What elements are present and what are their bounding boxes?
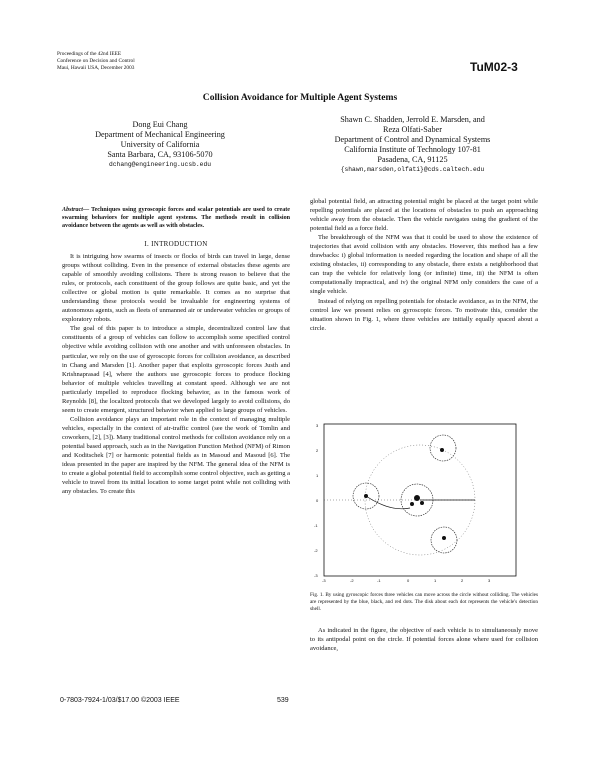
author-email[interactable]: {shawn,marsden,olfati}@cds.caltech.edu [340, 166, 485, 173]
svg-text:3: 3 [316, 423, 319, 428]
section-heading: I. INTRODUCTION [144, 240, 208, 248]
svg-text:0: 0 [316, 498, 319, 503]
right-column-bottom [310, 626, 538, 653]
page-number: 539 [277, 697, 289, 704]
svg-text:1: 1 [316, 473, 319, 478]
right-column-top [310, 197, 538, 333]
author-names-2: Reza Olfati-Saber [383, 125, 442, 134]
author-department: Department of Mechanical Engineering [95, 130, 225, 139]
author-block-left [80, 120, 240, 170]
svg-text:-1: -1 [314, 523, 318, 528]
author-email[interactable]: dchang@engineering.ucsb.edu [108, 161, 212, 168]
paragraph: The goal of this paper is to introduce a simple, decentralized control law that constituents of a group of vehicles can follow to accomplish some specified control objective while avoiding collision with one another and with unforeseen obstacles. In particular, we rely on the use of gyroscopic forces for collision avoidance, as described in Chang and Marsden [1]. Another paper that exploits gyroscopic forces Justh and Krishnaprasad [4], where the authors use gyroscopic forces to produce flocking behavior of multiple vehicles travelling at constant speed. Although we are not particularly impelled to reproduce flocking behavior, as in the famous work of Reynolds [8], the localized protocols that we developed largely to avoid collisions, do seem to create emergent, structured behavior when applied to large groups of vehicles. [62, 325, 290, 414]
footer-isbn: 0-7803-7924-1/03/$17.00 ©2003 IEEE [60, 697, 180, 704]
trajectory-plot [310, 420, 525, 588]
svg-text:-3: -3 [314, 573, 318, 578]
author-names: Shawn C. Shadden, Jerrold E. Marsden, and [340, 115, 485, 124]
author-block-right [305, 115, 520, 175]
proceedings-line: Proceedings of the 42nd IEEE [57, 51, 122, 57]
proceedings-line: Maui, Hawaii USA, December 2003 [57, 65, 135, 71]
paragraph: Collision avoidance plays an important role in the context of managing multiple vehicles, especially in the context of air-traffic control (see the work of Tomlin and coworkers, [2], [3]). Many traditional control methods for collision avoidance rely on a potential based approach, such as in the Navigation Function Method (NFM) of Rimon and Koditschek [7] or harmonic potential fields as in Masoud and Masoud [6]. The ideas presented in the paper are inspired by the NFM. The general idea of the NFM is to create a global potential field to accomplish some control objective, such as getting a vehicle to travel from its initial location to some target point while not colliding with any obstacles. To create this [62, 415, 290, 496]
svg-text:-3: -3 [322, 578, 326, 583]
author-institution: University of California [120, 140, 200, 149]
author-address: Santa Barbara, CA, 93106-5070 [107, 150, 213, 159]
author-name: Dong Eui Chang [132, 120, 188, 129]
svg-text:3: 3 [488, 578, 491, 583]
paragraph: The breakthrough of the NFM was that it could be used to show the existence of trajectories that avoid collision with any obstacles. However, this method has a few drawbacks: i) global information is needed regarding the location and shape of all the existing obstacles, ii) corresponding to any obstacle, there exists a neighborhood that can trap the vehicle for relatively long (or infinite) time, iii) the NFM is often computationally impractical, and iv) the original NFM only considers the case of a single vehicle. [310, 234, 538, 296]
session-code: TuM02-3 [470, 60, 518, 74]
abstract [62, 206, 290, 230]
svg-text:-1: -1 [377, 578, 381, 583]
paragraph: It is intriguing how swarms of insects or flocks of birds can travel in large, dense groups without colliding. Even in the presence of external obstacles these agents are capable of smoothly avoiding collisions. There is strong reason to believe that the rules, or protocols, each constituent of the group follows are quite basic, and yet the collective or global motion is quite remarkable. It comes as no surprise that understanding these protocols would be invaluable for engineering systems of autonomous agents, such as fleets of unmanned air or underwater vehicles or groups of exploratory robots. [62, 253, 290, 324]
svg-text:2: 2 [461, 578, 464, 583]
abstract-label: Abstract [62, 207, 83, 213]
svg-text:1: 1 [434, 578, 437, 583]
figure-caption: Fig. 1. By using gyroscopic forces three vehicles can move across the circle without colliding. The vehicles are represented by the blue, black, and red dots. The disk about each dot represents the vehicle's detection shell. [310, 592, 538, 612]
left-column [62, 206, 290, 496]
svg-text:-2: -2 [350, 578, 354, 583]
abstract-text: — Techniques using gyroscopic forces and scalar potentials are used to create swarming behaviors for multiple agent systems. The methods result in collision avoidance between the agents as well as with obstacles. [62, 207, 290, 229]
svg-text:0: 0 [407, 578, 410, 583]
author-department: Department of Control and Dynamical Systems [334, 135, 491, 144]
paragraph: As indicated in the figure, the objective of each vehicle is to simultaneously move to its antipodal point on the circle. If potential forces alone where used for collision avoidance, [310, 627, 538, 653]
paper-title: Collision Avoidance for Multiple Agent Systems [202, 92, 398, 103]
svg-text:2: 2 [316, 448, 319, 453]
figure-1 [310, 420, 525, 588]
svg-text:-2: -2 [314, 548, 318, 553]
author-institution: California Institute of Technology 107-81 [344, 145, 481, 154]
author-address: Pasadena, CA, 91125 [377, 155, 448, 164]
proceedings-line: Conference on Decision and Control [57, 58, 135, 64]
paragraph: global potential field, an attracting potential might be placed at the target point while repelling potentials are placed at the locations of obstacles to push an approaching vehicle away from the obstacle. Then the vehicle navigates using the gradient of the potential field as a force field. [310, 198, 538, 233]
proceedings-info [57, 51, 197, 72]
paragraph: Instead of relying on repelling potentials for obstacle avoidance, as in the NFM, the control law we present relies on gyroscopic forces. To motivate this, consider the situation shown in Fig. 1, where three vehicles are initially equally spaced about a circle. [310, 297, 538, 332]
